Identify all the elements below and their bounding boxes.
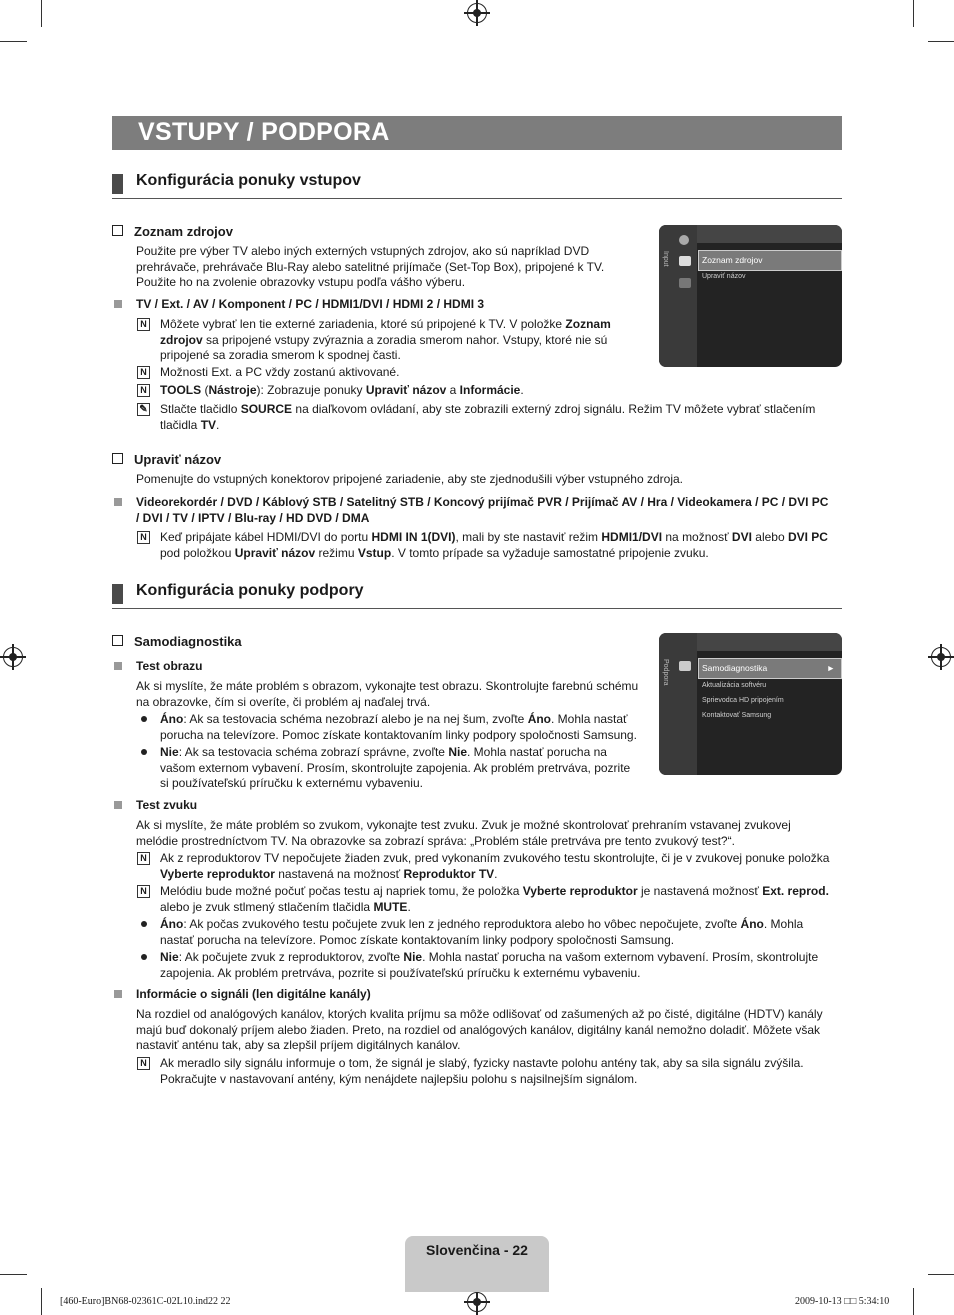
bullet-dot-icon <box>141 716 147 722</box>
input-plug-icon <box>679 256 691 266</box>
note-always-active: Možnosti Ext. a PC vždy zostanú aktivované. <box>160 365 400 379</box>
signal-info-intro: Na rozdiel od analógových kanálov, ktorých kvalita príjmu sa môže odlišovať od zašumených až po čisté, digitálne (HDTV) kanály majú buď dokonalý príjem alebo žiaden. Preto, na rozdiel od analógových kanálov, digitálny kanál nemožno doladiť. Môžete však nastaviť anténu tak, aby sa zlepšil príjem digitálnych kanálov. <box>136 1007 823 1052</box>
picture-test-no: Nie: Ak sa testovacia schéma zobrazí správne, zvoľte Nie. Mohla nastať porucha na vašom externom vybavení. Prosím, skontrolujte zapojenia. Ak problém pretrváva, pozrite si používateľskú príručku k externému vybaveniu. <box>160 745 631 790</box>
picture-test-yes: Áno: Ak sa testovacia schéma nezobrazí alebo je na nej šum, zvoľte Áno. Mohla nastať porucha na televízore. Pomoc získate kontaktovaním linky podpory spoločnosti Samsung. <box>160 712 637 742</box>
checkbox-icon <box>112 225 123 236</box>
menu-item-source-list: Zoznam zdrojov <box>698 250 842 271</box>
menu-category-label: Input <box>662 251 669 267</box>
section-heading-text: Konfigurácia ponuky podpory <box>136 582 364 599</box>
note-icon: N <box>137 885 150 898</box>
subheading-source-list: Zoznam zdrojov <box>112 224 233 239</box>
section-heading-inputs <box>112 172 842 199</box>
note-signal-strength: Ak meradlo sily signálu informuje o tom, že signál je slabý, fyzicky nastavte polohu antény tak, aby sa sila signálu zvýšila. Pokračujte v nastavovaní antény, kým nenájdete najlepšiu polohu s najsilnejším signálom. <box>160 1056 804 1086</box>
note-hdmi-dvi: Keď pripájate kábel HDMI/DVI do portu HDMI IN 1(DVI), mali by ste nastaviť režim HDMI1/DVI na možnosť DVI alebo DVI PC pod položkou Upraviť názov režimu Vstup. V tomto prípade sa vyžaduje samostatné pripojenie zvuku. <box>160 530 828 560</box>
support-menu-screenshot <box>659 633 842 775</box>
sound-test-heading: Test zvuku <box>136 798 198 812</box>
page-title-bar <box>112 116 842 150</box>
bullet-dot-icon <box>141 921 147 927</box>
menu-item-software-update: Aktualizácia softvéru <box>702 682 767 689</box>
date-info: 2009-10-13 □□ 5:34:10 <box>795 1296 890 1307</box>
heading-marker-icon <box>112 174 123 194</box>
sound-test-no: Nie: Ak počujete zvuk z reproduktorov, zvoľte Nie. Mohla nastať porucha na vašom externom vybavení. Prosím, skontrolujte zapojenia. Ak problém pretrváva, pozrite si používateľskú príručku k externému vybaveniu. <box>160 950 819 980</box>
menu-sidebar <box>659 633 697 775</box>
note-connected-devices: Môžete vybrať len tie externé zariadenia, ktoré sú pripojené k TV. V položke Zoznam zdrojov sa pripojené vstupy zvýraznia a zoradia smerom nahor. Vstupy, ktoré nie sú pripojené sa zoradia smerom k spodnej časti. <box>160 317 611 362</box>
bullet-square-icon <box>114 801 122 809</box>
menu-item-hd-guide: Sprievodca HD pripojením <box>702 697 784 704</box>
note-icon: N <box>137 852 150 865</box>
menu-item-contact-samsung: Kontaktovať Samsung <box>702 712 772 719</box>
note-source-button: Stlačte tlačidlo SOURCE na diaľkovom ovládaní, aby ste zobrazili externý zdroj signálu. Režim TV môžete vybrať stlačením tlačidla TV. <box>160 402 816 432</box>
edit-name-intro: Pomenujte do vstupných konektorov pripojené zariadenie, aby ste zjednodušili výber vstupného zdroja. <box>136 472 683 486</box>
source-options: TV / Ext. / AV / Komponent / PC / HDMI1/DVI / HDMI 2 / HDMI 3 <box>136 297 485 311</box>
support-icon <box>679 278 691 288</box>
page-number: Slovenčina - 22 <box>426 1242 528 1258</box>
subheading-edit-name: Upraviť názov <box>112 452 221 467</box>
note-icon: N <box>137 384 150 397</box>
section-heading-support <box>112 582 842 609</box>
note-icon: N <box>137 366 150 379</box>
menu-sidebar <box>659 225 697 367</box>
sound-test-yes: Áno: Ak počas zvukového testu počujete zvuk len z jedného reproduktora alebo ho vôbec nepočujete, zvoľte Áno. Mohla nastať porucha na televízore. Pomoc získate kontaktovaním linky podpory spoločnosti Samsung. <box>160 917 804 947</box>
heading-marker-icon <box>112 584 123 604</box>
registration-mark-icon <box>467 3 487 23</box>
bullet-square-icon <box>114 990 122 998</box>
section-heading-text: Konfigurácia ponuky vstupov <box>136 172 361 189</box>
settings-gear-icon <box>679 235 689 245</box>
help-question-icon <box>679 661 691 671</box>
bullet-square-icon <box>114 498 122 506</box>
file-info: [460-Euro]BN68-02361C-02L10.ind22 22 <box>60 1296 231 1307</box>
menu-item-self-diagnosis: Samodiagnostika ► <box>698 658 842 679</box>
note-melody: Melódiu bude možné počuť počas testu aj napriek tomu, že položka Vyberte reproduktor je nastavená možnosť Ext. reprod. alebo je zvuk stlmený stlačením tlačidla MUTE. <box>160 884 829 914</box>
arrow-right-icon: ► <box>826 663 835 673</box>
picture-test-heading: Test obrazu <box>136 659 203 673</box>
bullet-square-icon <box>114 662 122 670</box>
menu-item-edit-name: Upraviť názov <box>702 273 746 280</box>
registration-mark-icon <box>931 647 951 667</box>
page-number-tab <box>405 1236 549 1292</box>
sound-test-intro: Ak si myslíte, že máte problém so zvukom, vykonajte test zvuku. Zvuk je možné skontrolovať prehraním vstavanej zvukovej melódie prostredníctvom TV. Na obrazovke sa zobrazí správa: „Problém stále pretrváva pre tento zvukový test?“. <box>136 818 791 848</box>
device-names-list: Videorekordér / DVD / Káblový STB / Satelitný STB / Koncový prijímač PVR / Prijímač AV / Hra / Videokamera / PC / DVI PC / DVI / TV / IPTV / Blu-ray / HD DVD / DMA <box>136 495 829 525</box>
registration-mark-icon <box>467 1292 487 1312</box>
source-list-intro: Použite pre výber TV alebo iných externých vstupných zdrojov, ako sú napríklad DVD prehrávače, prehrávače Blu-Ray alebo satelitné prijímače (Set-Top Box), pripojené k TV. Použite ho na zvolenie obrazovky vstupu podľa vášho výberu. <box>136 244 605 289</box>
checkbox-icon <box>112 635 123 646</box>
bullet-dot-icon <box>141 749 147 755</box>
note-speaker-select: Ak z reproduktorov TV nepočujete žiaden zvuk, pred vykonaním zvukového testu skontrolujte, či je v zvukovej ponuke položka Vyberte reproduktor nastavená na možnosť Reproduktor TV. <box>160 851 830 881</box>
subheading-self-diagnosis: Samodiagnostika <box>112 634 242 649</box>
menu-category-label: Podpora <box>662 659 669 686</box>
note-tools: TOOLS (Nástroje): Zobrazuje ponuky Upraviť názov a Informácie. <box>160 383 524 397</box>
page-title: VSTUPY / PODPORA <box>138 118 390 146</box>
menu-header <box>697 225 842 243</box>
menu-header <box>697 633 842 651</box>
input-menu-screenshot <box>659 225 842 367</box>
bullet-square-icon <box>114 300 122 308</box>
checkbox-icon <box>112 453 123 464</box>
tip-icon: ✎ <box>137 403 150 416</box>
registration-mark-icon <box>3 647 23 667</box>
picture-test-intro: Ak si myslíte, že máte problém s obrazom, vykonajte test obrazu. Skontrolujte farebnú schému na obrazovke, čím si overíte, či problém aj naďalej trvá. <box>136 679 639 709</box>
bullet-dot-icon <box>141 954 147 960</box>
note-icon: N <box>137 531 150 544</box>
note-icon: N <box>137 318 150 331</box>
note-icon: N <box>137 1057 150 1070</box>
signal-info-heading: Informácie o signáli (len digitálne kanály) <box>136 987 371 1001</box>
